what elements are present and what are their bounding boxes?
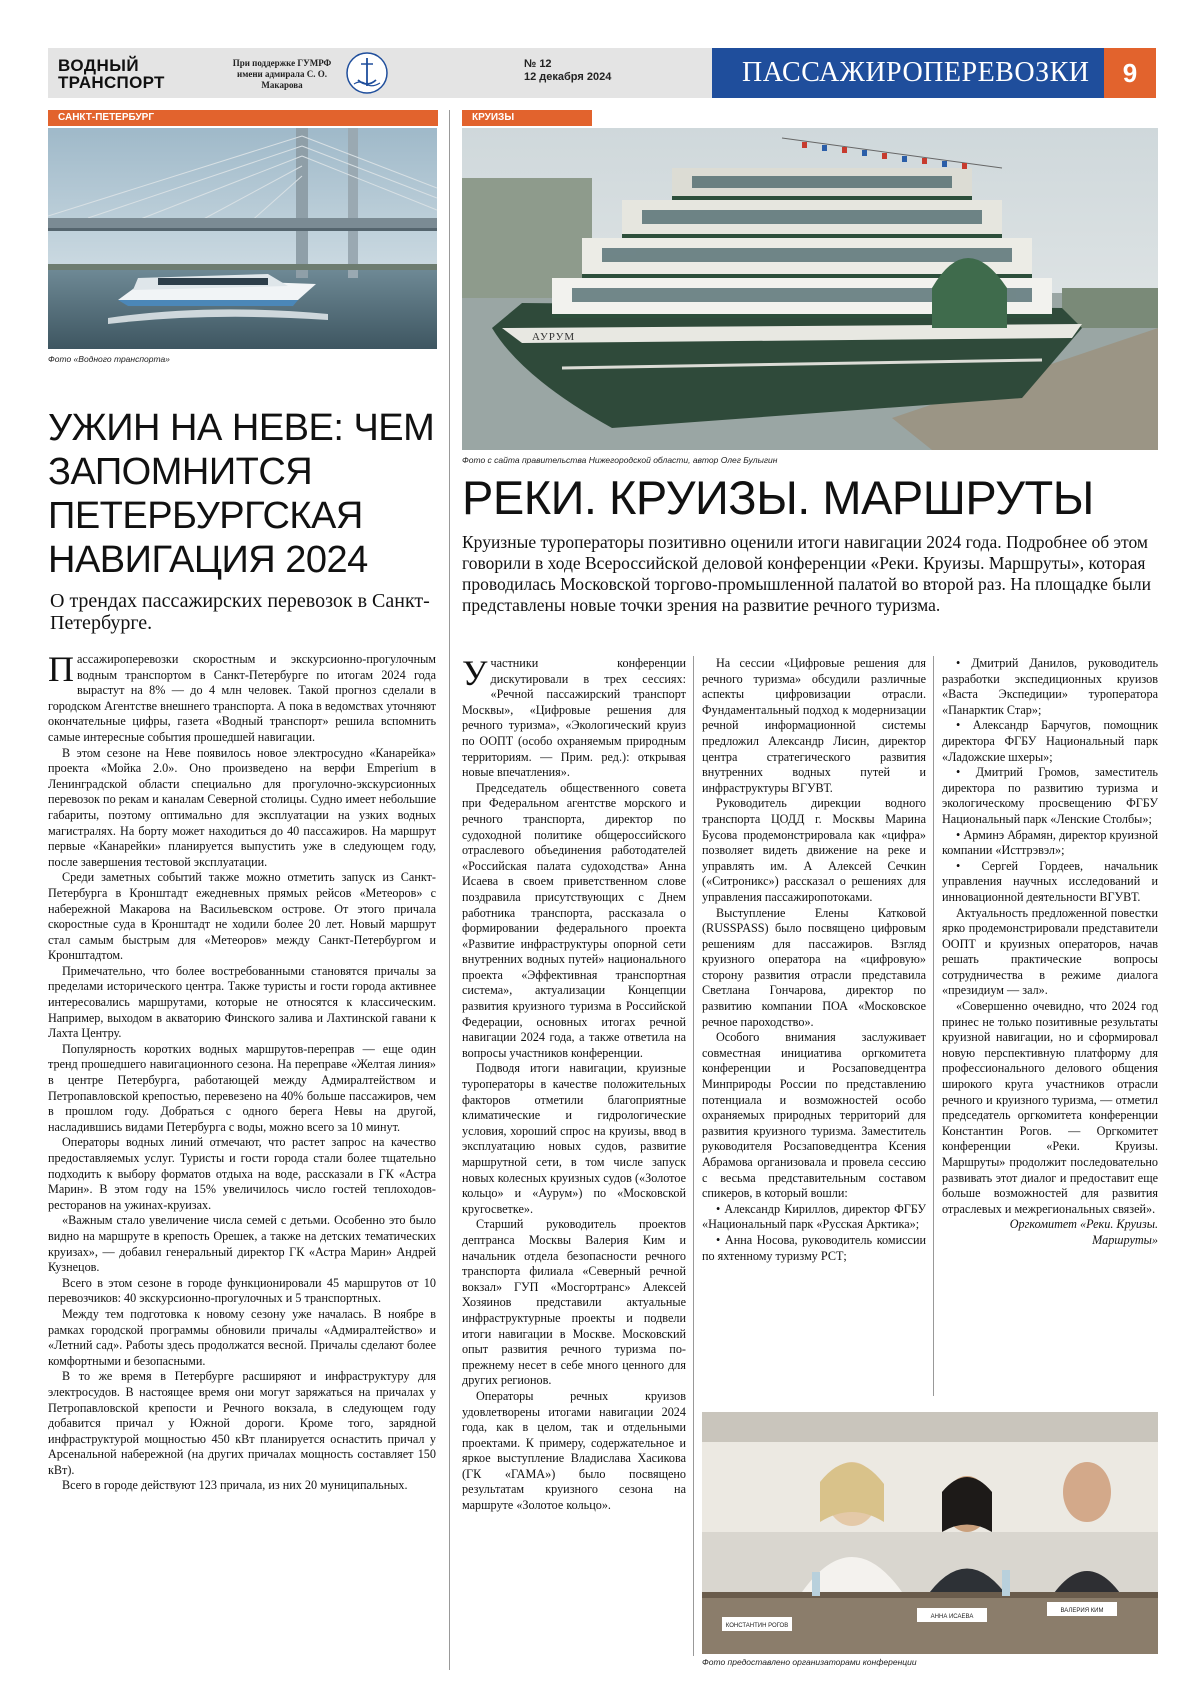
column-divider xyxy=(933,656,934,1396)
article-body-spb xyxy=(48,649,436,1494)
section-title-tab xyxy=(712,48,1104,98)
meteor-bridge-photo xyxy=(48,128,437,349)
paragraph: На сессии «Цифровые решения для речного туризма» обсудили различные аспекты цифровизации отрасли. Фундаментальный подход к модернизации речной информационной системы предложил Александр Лисин, директор центра стратегического развития внутренних водных путей и инфраструктуры ВГУВТ. xyxy=(702,656,926,795)
issue-number: № 12 xyxy=(524,58,552,70)
paragraph: В этом сезоне на Неве появилось новое электросудно «Канарейка» проекта «Мойка 2.0». Оно произведено на верфи Emperium в Ленинградской области специально для прогулочно-экскурсионных перевозок по рекам и каналам Северной столицы. Судно имеет небольшие габариты, поэтому оптимально для эксплуатации на узких водных магистралях. На борту может находиться до 40 пассажиров. На маршрут первые «Канарейки» планируется выпустить уже в следующем году, после завершения тестовой эксплуатации. xyxy=(48,745,436,869)
nameplate-kim: ВАЛЕРИЯ КИМ xyxy=(1060,1608,1104,1614)
column-divider xyxy=(449,110,450,1670)
paragraph: Особого внимания заслуживает совместная инициатива оргкомитета конференции и Росзаповедцентра Минприроды России по представлению потенциала и возможностей особо охраняемых природных территорий для развития круизного туризма. Заместитель руководителя Росзаповедцентра Ксения Абрамова организовала и провела сессию с весьма представительным составом спикеров, в который вошли: xyxy=(702,1030,926,1201)
paragraph: Руководитель дирекции водного транспорта ЦОДД г. Москвы Марина Бусова продемонстрировала как «цифра» позволяет видеть движение на реке и управлять им. А Алексей Сечкин («Ситроникс») рассказал о решениях для управления пассажиропотоками. xyxy=(702,796,926,904)
section-title: ПАССАЖИРОПЕРЕВОЗКИ xyxy=(742,57,1090,88)
paragraph: Актуальность предложенной повестки ярко продемонстрировали представители ООПТ и круизных операторов, начав решать практические вопросы сотрудничества в режиме диалога «президиум — зал». xyxy=(942,905,1158,998)
paragraph: • Александр Кириллов, директор ФГБУ «Национальный парк «Русская Арктика»; xyxy=(702,1201,926,1232)
article-signature: Оргкомитет «Реки. Круизы. Маршруты» xyxy=(1009,1217,1158,1247)
paragraph: Председатель общественного совета при Федеральном агентстве морского и речного транспорта, директор по судоходной политике общероссийского отраслевого объединения работодателей «Российская палата судоходства» Анна Исаева в своем приветственном слове поздравила присутствующих с Днем работника транспорта, рассказала о формировании федерального проекта «Развитие инфраструктуры опорной сети внутренних водных путей» национального проекта «Эффективная транспортная система», актуализации Концепции развития круизного туризма в Российской Федерации, основных итогах речной навигации 2024 года, а также ответила на вопросы участников конференции. xyxy=(462,780,686,1060)
headline-spb: УЖИН НА НЕВЕ: ЧЕМ ЗАПОМНИТСЯ ПЕТЕРБУРГСКАЯ НАВИГАЦИЯ 2024 xyxy=(48,407,435,581)
photo-caption-cruise: Фото с сайта правительства Нижегородской области, автор Олег Булыгин xyxy=(462,455,778,465)
ship-name: АУРУМ xyxy=(532,331,576,343)
kicker-cruises: КРУИЗЫ xyxy=(462,110,592,126)
photo-caption-spb: Фото «Водного транспорта» xyxy=(48,354,170,364)
paragraph: Выступление Елены Катковой (RUSSPASS) было посвящено цифровым решениям для пассажиров. Взгляд круизного оператора на «цифровую» сторону развития отрасли представила Светлана Гончарова, директор по развитию компании ПОА «Московское речное пароходство». xyxy=(702,905,926,1029)
paragraph: Подводя итоги навигации, круизные туроператоры в качестве положительных факторов отметили благоприятные климатические и гидрологические условия, хороший спрос на круизы, ввод в эксплуатацию новых судов, развитие маршрутной сети, в том числе запуск новых колесных круизных судов («Золотое кольцо» и «Аурум») по «Московской кругосветке». xyxy=(462,1061,686,1216)
article-col-3 xyxy=(942,656,1158,1249)
paragraph: • Сергей Гордеев, начальник управления научных исследований и инновационной деятельности ВГУВТ. xyxy=(942,858,1158,904)
dropcap: У xyxy=(462,653,488,693)
paragraph: Между тем подготовка к новому сезону уже началась. В ноябре в рамках городской программы обновили причалы «Адмиралтейство» и «Летний сад». Работы здесь продолжатся весной. Причалы сделают более комфортными и безопасными. xyxy=(48,1306,436,1368)
paragraph: Участники конференции дискутировали в трех сессиях: «Речной пассажирский транспорт Москвы», «Цифровые решения для речного туризма», «Экологический круиз по ООПТ (особо охраняемым природным территориям. — Прим. ред.): открывая новые впечатления». xyxy=(462,653,686,780)
logo-top: Водный xyxy=(58,56,140,75)
paragraph: «Совершенно очевидно, что 2024 год принес не только позитивные результаты круизной навигации, но и сформировал новую перспективную платформу для профессионального делового общения широкого круга участников отрасли речного и круизного туризма, — отметил председатель оргкомитета конференции Константин Рогов. — Оргкомитет конференции «Реки. Круизы. Маршруты» продолжит последовательно развивать этот диалог и предоставит еще больше возможностей для развития отраслевых и межрегиональных связей». xyxy=(942,999,1158,1216)
nameplate-isaeva: АННА ИСАЕВА xyxy=(930,1614,974,1620)
nameplate-rogov: КОНСТАНТИН РОГОВ xyxy=(725,1623,789,1629)
gumrf-emblem-icon xyxy=(344,50,390,96)
paragraph: Популярность коротких водных маршрутов-переправ — еще один тренд прошедшего навигационного сезона. На переправе «Желтая линия» в центре Петербурга, работающей между Адмиралтейством и Петропавловской крепостью, перевезено на 40% больше пассажиров, чем в прошлом году. Добраться с одного берега Невы на другой, насладившись видами Петербурга с воды, можно всего за 10 минут. xyxy=(48,1041,436,1134)
column-divider xyxy=(693,656,694,1656)
paragraph: Старший руководитель проектов дептранса Москвы Валерия Ким и начальник отдела безопасности речного транспорта филиала «Северный речной вокзал» ГУП «Мосгортранс» Алексей Хозяинов представили актуальные инфраструктурные проекты и подвели итоги навигации в Москве. Московский опыт развития речного туризма по-прежнему несет в себе много ценного для других регионов. xyxy=(462,1217,686,1388)
cruise-ship-photo xyxy=(462,128,1158,450)
paragraph: • Арминэ Абрамян, директор круизной компании «Исттрэвэл»; xyxy=(942,827,1158,858)
vodny-transport-logo xyxy=(56,54,186,92)
paragraph: Пассажироперевозки скоростным и экскурсионно-прогулочным водным транспортом в Санкт-Петербурге по итогам 2024 года вырастут на 8% — до 4 млн человек. Такой прогноз сделали в городском Агентстве внешнего транспорта. А пока в ведомствах уточняют окончательные цифры, газета «Водный транспорт» решила вспомнить самые интересные события прошедшей навигации. xyxy=(48,649,436,744)
paragraph: • Александр Барчугов, помощник директора ФГБУ Национальный парк «Ладожские шхеры»; xyxy=(942,718,1158,764)
paragraph: Всего в городе действуют 123 причала, из них 20 муниципальных. xyxy=(62,1478,408,1493)
paragraph: Операторы речных круизов удовлетворены итогами навигации 2024 года, как в целом, так и отдельными проектами. К примеру, содержательное и яркое выступление Владислава Хасикова (ГК «ГАМА») было посвящено результатам круизного сезона на маршруте «Золотое кольцо». xyxy=(462,1388,686,1513)
paragraph: Всего в этом сезоне в городе функционировали 45 маршрутов от 10 перевозчиков: 40 экскурсионно-прогулочных и 5 транспортных. xyxy=(48,1275,436,1306)
paragraph: • Дмитрий Данилов, руководитель разработки экспедиционных круизов «Васта Экспедиции» туроператора «Панарктик Стар»; xyxy=(942,656,1158,717)
photo-caption-conference: Фото предоставлено организаторами конференции xyxy=(702,1657,917,1667)
support-text: При поддержке ГУМРФ имени адмирала С. О. Макарова xyxy=(232,58,332,90)
page-number: 9 xyxy=(1104,48,1156,98)
conference-photo xyxy=(702,1412,1158,1654)
article-col-1 xyxy=(462,653,686,1514)
paragraph: Операторы водных линий отмечают, что растет запрос на качество предоставляемых услуг. Туристы и гости города стали более тщательно подходить к выбору форматов отдыха на воде, рассказали в ГК «Астра Марин». В этом году на 15% увеличилось число гостей теплоходов-ресторанов на ужинах-круизах. xyxy=(48,1135,436,1212)
paragraph: • Анна Носова, руководитель комиссии по яхтенному туризму РСТ; xyxy=(702,1232,926,1263)
lead-spb: О трендах пассажирских перевозок в Санкт-Петербурге. xyxy=(50,590,430,634)
headline-cruises: РЕКИ. КРУИЗЫ. МАРШРУТЫ xyxy=(462,471,1094,524)
issue-info xyxy=(524,58,611,84)
article-col-2 xyxy=(702,656,926,1264)
dropcap: П xyxy=(48,649,74,689)
paragraph: Примечательно, что более востребованными становятся причалы за пределами исторического центра. Также туристы и гости города активнее интересовались маршрутами, которые не относятся к классическим. Например, выходом в акваторию Финского залива и Лахтинской гавани к Лахта Центру. xyxy=(48,963,436,1041)
issue-date: 12 декабря 2024 xyxy=(524,71,612,83)
paragraph: «Важным стало увеличение числа семей с детьми. Особенно это было видно на маршруте в крепость Орешек, а также на детских тематических круизах», — добавил генеральный директор ГК «Астра Марин» Андрей Кузнецов. xyxy=(48,1213,436,1275)
kicker-spb: САНКТ-ПЕТЕРБУРГ xyxy=(48,110,438,126)
paragraph: В то же время в Петербурге расширяют и инфраструктуру для электросудов. В настоящее время они могут заряжаться на причалах у Петропавловской крепости и Речного вокзала, в следующем году добавится причал у Южной дороги. Кроме того, зарядной инфраструктурой мощностью 450 кВт планируется оснастить причал у Арсенальной набережной (на других причалах мощность составляет 150 кВт). xyxy=(48,1369,436,1477)
paragraph: • Дмитрий Громов, заместитель директора по развитию туризма и экологическому просвещению ФГБУ Национальный парк «Ленские Столбы»; xyxy=(942,765,1158,826)
logo-bottom: транспорт xyxy=(58,73,165,92)
paragraph: Среди заметных событий также можно отметить запуск из Санкт-Петербурга в Кронштадт ежедневных прямых рейсов «Метеоров» с набережной Макарова на Васильевском острове. От этого причала скоростные суда в Кронштадт не ходили более 20 лет. Новый маршрут стал самым быстрым для «Метеоров» между Санкт-Петербургом и Кронштадтом. xyxy=(48,870,436,963)
lead-cruises: Круизные туроператоры позитивно оценили итоги навигации 2024 года. Подробнее об этом говорили в ходе Всероссийской деловой конференции «Реки. Круизы. Маршруты», которая проводилась Московской торгово-промышленной палатой во второй раз. На площадке были представлены новые точки зрения на развитие речного туризма. xyxy=(462,532,1151,615)
